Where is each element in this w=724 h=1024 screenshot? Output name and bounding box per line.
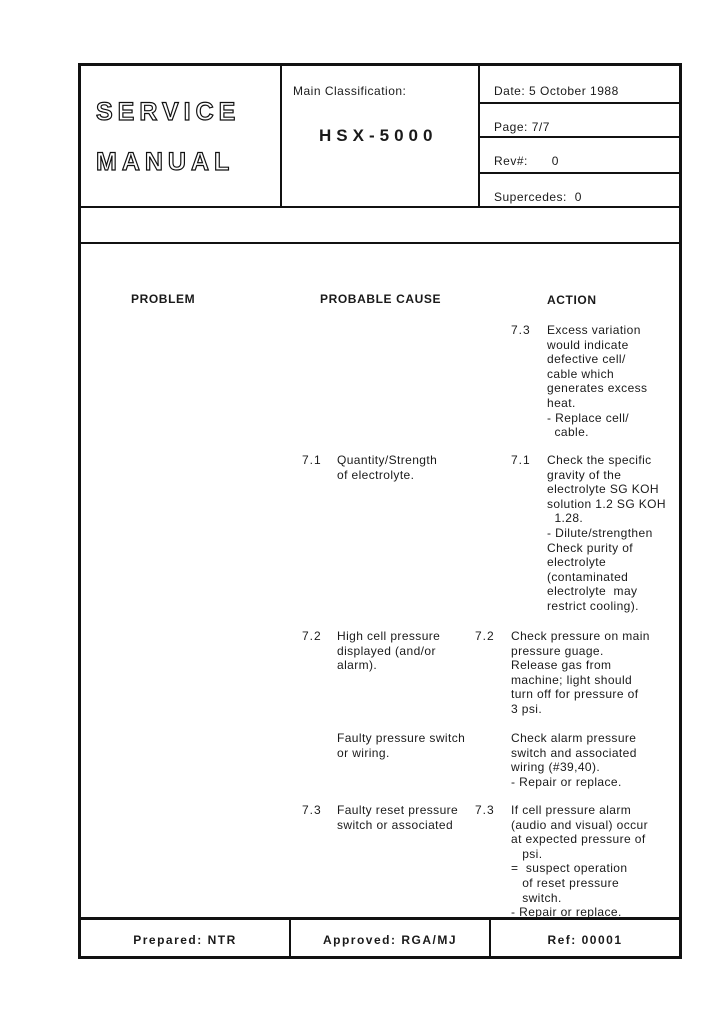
cause-number: 7.3 xyxy=(302,803,322,817)
classification-box xyxy=(281,66,480,206)
prepared-by: Prepared: NTR xyxy=(133,932,237,947)
problem-heading: PROBLEM xyxy=(131,292,196,306)
action-number: 7.3 xyxy=(475,803,495,817)
brand-service: SERVICE xyxy=(96,98,241,126)
meta-box xyxy=(480,66,679,206)
supercedes-field xyxy=(494,190,582,204)
model-number: HSX-5000 xyxy=(319,126,438,145)
reference-number: Ref: 00001 xyxy=(547,932,623,947)
action-text: Check pressure on main pressure guage. Release gas from machine; light should turn off for pressure of 3 psi. xyxy=(511,629,650,716)
action-number: 7.3 xyxy=(511,323,531,337)
supercedes-label: Supercedes: xyxy=(494,190,567,204)
approved-by: Approved: RGA/MJ xyxy=(322,932,457,947)
brand-manual: MANUAL xyxy=(96,148,235,176)
action-number: 7.1 xyxy=(511,453,531,467)
manual-page-frame xyxy=(78,63,682,959)
action-text: Check the specific gravity of the electrolyte SG KOH solution 1.2 SG KOH 1.28. - Dilute/strengthen Check purity of electrolyte (contaminated electrolyte may restrict cooling). xyxy=(547,453,666,613)
header-divider xyxy=(81,206,679,208)
cause-text: Faulty pressure switch or wiring. xyxy=(337,731,466,760)
footer-bar xyxy=(81,917,679,959)
cause-text: Faulty reset pressure switch or associated xyxy=(337,803,459,832)
action-number: 7.2 xyxy=(475,629,495,643)
cause-text: Quantity/Strength of electrolyte. xyxy=(337,453,438,482)
classification-label: Main Classification: xyxy=(293,84,407,98)
blank-band-divider xyxy=(81,242,679,244)
action-text: Check alarm pressure switch and associated wiring (#39,40). - Repair or replace. xyxy=(511,731,637,789)
date-field: Date: 5 October 1988 xyxy=(494,84,619,98)
rev-value: 0 xyxy=(551,154,559,168)
cause-text: High cell pressure displayed (and/or alarm). xyxy=(337,629,441,673)
cause-number: 7.2 xyxy=(302,629,322,643)
cause-heading: PROBABLE CAUSE xyxy=(320,292,442,306)
action-heading: ACTION xyxy=(547,293,597,307)
brand-box xyxy=(81,66,282,206)
cause-number: 7.1 xyxy=(302,453,322,467)
page-field: Page: 7/7 xyxy=(494,120,550,134)
action-text: Excess variation would indicate defective cell/ cable which generates excess heat. - Replace cell/ cable. xyxy=(547,323,648,440)
action-text: If cell pressure alarm (audio and visual) occur at expected pressure of psi. = suspect operation of reset pressure switch. - Repair or replace. xyxy=(511,803,649,920)
rev-label: Rev#: xyxy=(494,154,528,168)
rev-field xyxy=(494,154,559,168)
supercedes-value: 0 xyxy=(574,190,582,204)
